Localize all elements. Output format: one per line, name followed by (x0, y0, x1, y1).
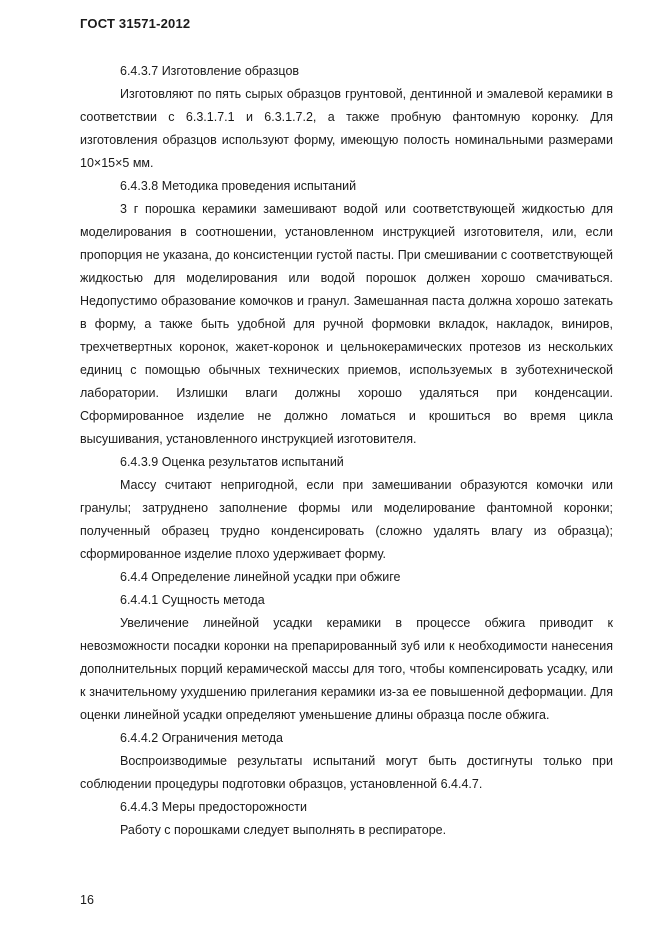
clause-heading: 6.4.3.8 Методика проведения испытаний (120, 179, 357, 193)
standard-header: ГОСТ 31571-2012 (80, 16, 191, 31)
page-number: 16 (80, 893, 94, 907)
clause-heading: 6.4.4.2 Ограничения метода (120, 731, 284, 745)
clause-paragraph: 3 г порошка керамики замешивают водой или соответствующей жидкостью для моделирования в соотношении, установленном инструкцией изготовителя, или, если пропорция не указана, до консистенции густой пасты. При смешивании с соответствующей жидкостью для моделирования или водой порошок должен хорошо смачиваться. Недопустимо образование комочков и гранул. Замешанная паста должна хорошо затекать в форму, а также быть удобной для ручной формовки вкладок, накладок, виниров, трехчетвертных коронок, жакет-коронок и цельнокерамических протезов из нескольких единиц с помощью обычных технических приемов, используемых в зуботехнической лаборатории. Излишки влаги должны хорошо удаляться при конденсации. Сформированное изделие не должно ломаться и крошиться во время цикла высушивания, установленного инструкцией изготовителя. (80, 202, 613, 446)
clause-paragraph: Массу считают непригодной, если при замешивании образуются комочки или гранулы; затруднено заполнение формы или моделирование фантомной коронки; полученный образец трудно конденсировать (сложно удалять влагу из образца); сформированное изделие плохо удерживает форму. (80, 478, 613, 561)
clause-heading: 6.4.4.3 Меры предосторожности (120, 800, 307, 814)
clause-heading: 6.4.4.1 Сущность метода (120, 593, 265, 607)
clause-heading: 6.4.3.7 Изготовление образцов (120, 64, 300, 78)
document-body (80, 60, 613, 842)
clause-heading: 6.4.3.9 Оценка результатов испытаний (120, 455, 344, 469)
clause-paragraph: Изготовляют по пять сырых образцов грунтовой, дентинной и эмалевой керамики в соответствии с 6.3.1.7.1 и 6.3.1.7.2, а также пробную фантомную коронку. Для изготовления образцов используют форму, имеющую полость номинальными размерами 10×15×5 мм. (80, 87, 613, 170)
clause-heading: 6.4.4 Определение линейной усадки при обжиге (120, 570, 401, 584)
clause-paragraph: Работу с порошками следует выполнять в респираторе. (120, 823, 447, 837)
clause-paragraph: Увеличение линейной усадки керамики в процессе обжига приводит к невозможности посадки коронки на препарированный зуб или к необходимости нанесения дополнительных порций керамической массы для того, чтобы компенсировать усадку, или к значительному ухудшению прилегания керамики из-за ее повышенной деформации. Для оценки линейной усадки определяют уменьшение длины образца после обжига. (80, 616, 613, 722)
clause-paragraph: Воспроизводимые результаты испытаний могут быть достигнуты только при соблюдении процедуры подготовки образцов, установленной 6.4.4.7. (80, 754, 613, 791)
